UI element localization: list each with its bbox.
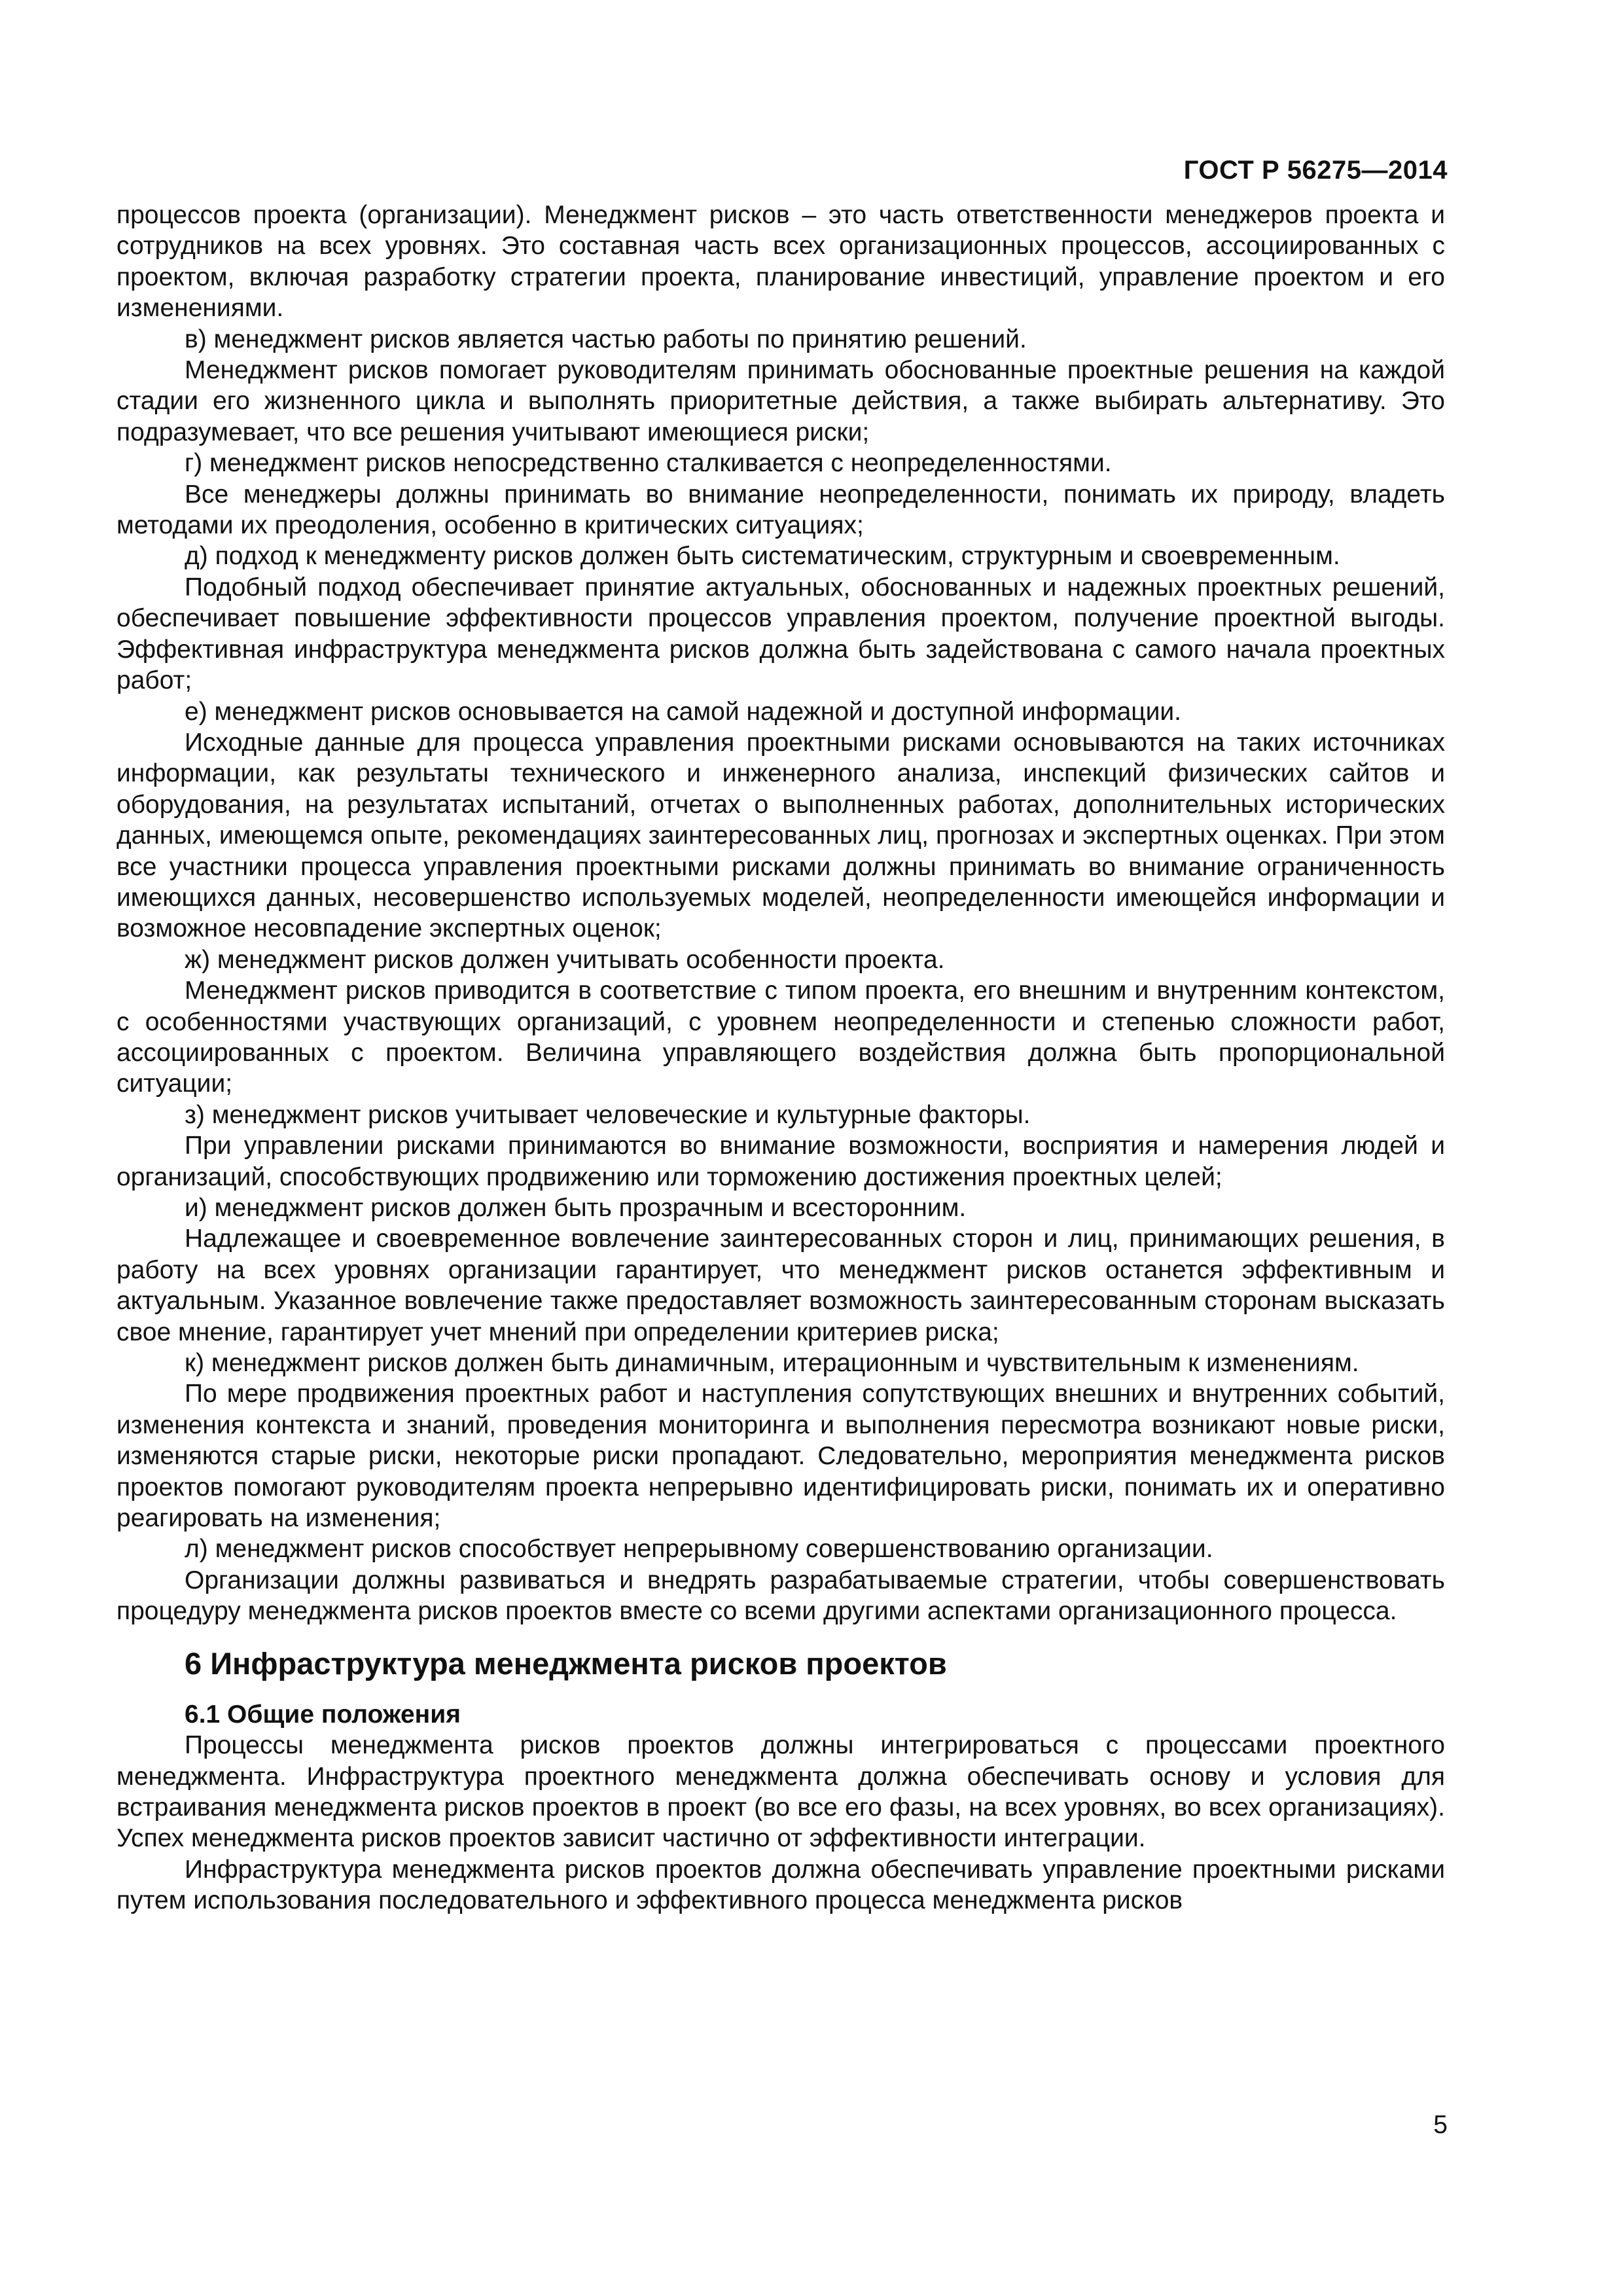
list-item-v: в) менеджмент рисков является частью работы по принятию решений.: [185, 325, 1027, 353]
section-heading: 6 Инфраструктура менеджмента рисков проектов: [185, 1645, 947, 1681]
list-item-k: к) менеджмент рисков должен быть динамичным, итерационным и чувствительным к изменениям.: [185, 1349, 1359, 1378]
paragraph: Все менеджеры должны принимать во внимание неопределенности, понимать их природу, владеть методами их преодоления, особенно в критических ситуациях;: [116, 480, 1445, 540]
paragraph-continuation: процессов проекта (организации). Менеджмент рисков – это часть ответственности менеджеров проекта и сотрудников на всех уровнях. Это составная часть всех организационных процессов, ассоциированных с проектом, включая разработку стратегии проекта, планирование инвестиций, управление проектом и его изменениями.: [116, 201, 1445, 323]
list-item-i: и) менеджмент рисков должен быть прозрачным и всесторонним.: [185, 1194, 967, 1222]
paragraph: Организации должны развиваться и внедрять разрабатываемые стратегии, чтобы совершенствовать процедуру менеджмента рисков проектов вместе со всеми другими аспектами организационного процесса.: [116, 1566, 1445, 1626]
paragraph: При управлении рисками принимаются во внимание возможности, восприятия и намерения людей и организаций, способствующих продвижению или торможению достижения проектных целей;: [116, 1132, 1445, 1191]
list-item-g: г) менеджмент рисков непосредственно сталкивается с неопределенностями.: [185, 449, 1112, 478]
list-item-z: з) менеджмент рисков учитывает человеческие и культурные факторы.: [185, 1100, 1031, 1129]
paragraph: Надлежащее и своевременное вовлечение заинтересованных сторон и лиц, принимающих решения, в работу на всех уровнях организации гарантирует, что менеджмент рисков останется эффективным и актуальным. Указанное вовлечение также предоставляет возможность заинтересованным сторонам высказать свое мнение, гарантирует учет мнений при определении критериев риска;: [116, 1225, 1445, 1346]
paragraph: Подобный подход обеспечивает принятие актуальных, обоснованных и надежных проектных решений, обеспечивает повышение эффективности процессов управления проектом, получение проектной выгоды. Эффективная инфраструктура менеджмента рисков должна быть задействована с самого начала проектных работ;: [116, 573, 1445, 695]
list-item-l: л) менеджмент рисков способствует непрерывному совершенствованию организации.: [185, 1535, 1213, 1564]
subsection-heading: 6.1 Общие положения: [185, 1700, 461, 1729]
page-body: [116, 200, 1445, 1916]
section-paragraph: Инфраструктура менеджмента рисков проектов должна обеспечивать управление проектными рисками путем использования последовательного и эффективного процесса менеджмента рисков: [116, 1855, 1445, 1915]
list-item-e: е) менеджмент рисков основывается на самой надежной и доступной информации.: [185, 697, 1182, 726]
paragraph: По мере продвижения проектных работ и наступления сопутствующих внешних и внутренних событий, изменения контекста и знаний, проведения мониторинга и выполнения пересмотра возникают новые риски, изменяются старые риски, некоторые риски пропадают. Следовательно, мероприятия менеджмента рисков проектов помогают руководителям проекта непрерывно идентифицировать риски, понимать их и оперативно реагировать на изменения;: [116, 1380, 1445, 1533]
paragraph: Исходные данные для процесса управления проектными рисками основываются на таких источниках информации, как результаты технического и инженерного анализа, инспекций физических сайтов и оборудования, на результатах испытаний, отчетах о выполненных работах, дополнительных исторических данных, имеющемся опыте, рекомендациях заинтересованных лиц, прогнозах и экспертных оценках. При этом все участники процесса управления проектными рисками должны принимать во внимание ограниченность имеющихся данных, несовершенство используемых моделей, неопределенности имеющейся информации и возможное несовпадение экспертных оценок;: [116, 728, 1445, 943]
standard-designation: ГОСТ Р 56275—2014: [1183, 156, 1448, 185]
list-item-zh: ж) менеджмент рисков должен учитывать особенности проекта.: [185, 945, 945, 974]
page-number: 5: [1433, 2111, 1448, 2139]
section-paragraph: Процессы менеджмента рисков проектов должны интегрироваться с процессами проектного менеджмента. Инфраструктура проектного менеджмента должна обеспечивать основу и условия для встраивания менеджмента рисков проектов в проект (во все его фазы, на всех уровнях, во всех организациях). Успех менеджмента рисков проектов зависит частично от эффективности интеграции.: [116, 1731, 1445, 1853]
list-item-d: д) подход к менеджменту рисков должен быть систематическим, структурным и своевременным.: [185, 542, 1340, 571]
paragraph: Менеджмент рисков помогает руководителям принимать обоснованные проектные решения на каждой стадии его жизненного цикла и выполнять приоритетные действия, а также выбирать альтернативу. Это подразумевает, что все решения учитывают имеющиеся риски;: [116, 356, 1445, 446]
paragraph: Менеджмент рисков приводится в соответствие с типом проекта, его внешним и внутренним контекстом, с особенностями участвующих организаций, с уровнем неопределенности и степенью сложности работ, ассоциированных с проектом. Величина управляющего воздействия должна быть пропорциональной ситуации;: [116, 977, 1445, 1098]
